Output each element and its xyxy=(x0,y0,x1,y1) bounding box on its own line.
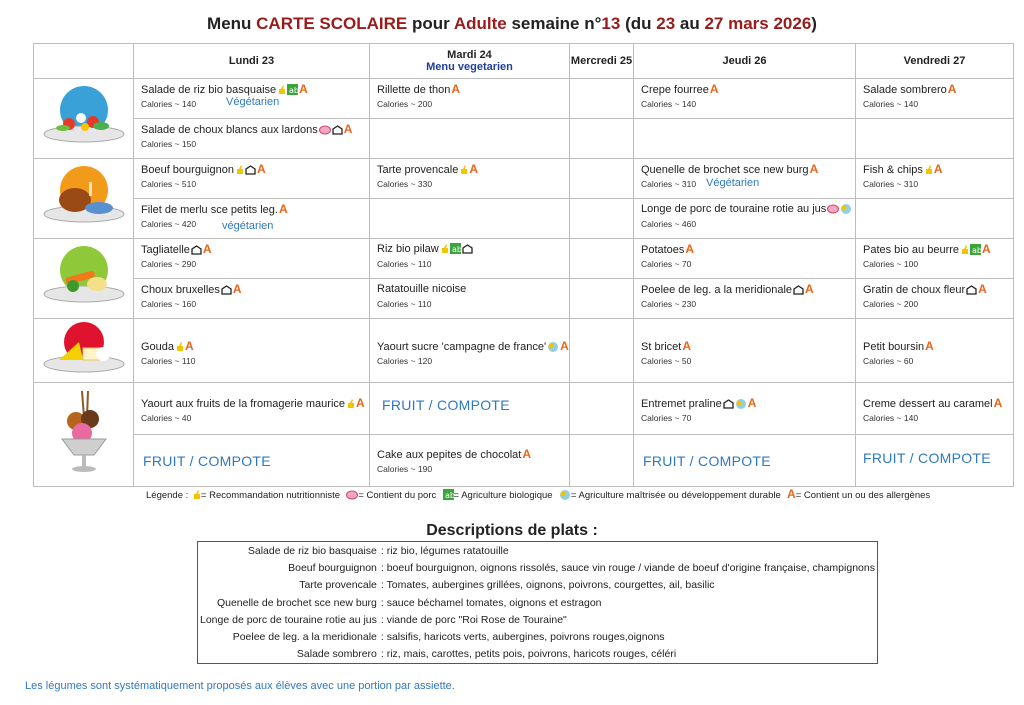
menu-cell: Tagliatelle A Calories ~ 290 xyxy=(134,239,370,279)
allergen-icon: A xyxy=(925,338,934,353)
page-title: Menu CARTE SCOLAIRE pour Adulte semaine n°13 (du 23 au 27 mars 2026) xyxy=(207,14,817,33)
nutritionist-icon xyxy=(346,398,355,413)
allergen-icon: A xyxy=(787,487,796,501)
empty-cell xyxy=(370,119,570,159)
organic-farming-icon xyxy=(443,489,454,503)
menu-cell xyxy=(370,383,570,435)
organic-farming-icon xyxy=(970,244,981,259)
empty-cell xyxy=(570,199,634,239)
vegetables-plate-illustration xyxy=(34,239,134,319)
table-row: Longe de porc de touraine rotie au jus : viande de porc "Roi Rose de Touraine" xyxy=(200,613,567,626)
day-header-friday: Vendredi 27 xyxy=(856,44,1014,79)
allergen-icon: A xyxy=(522,447,531,461)
dish-name: Tagliatelle xyxy=(141,244,190,256)
empty-cell xyxy=(570,119,634,159)
menu-cell: Riz bio pilaw ab Calories ~ 110 xyxy=(370,239,570,279)
dish-name: Crepe fourree xyxy=(641,84,709,96)
dish-name: Creme dessert au caramel xyxy=(863,398,993,410)
dish-name: Pates bio au beurre xyxy=(863,244,960,256)
dish-name: Fish & chips xyxy=(863,164,923,176)
empty-cell xyxy=(634,119,856,159)
allergen-icon: A xyxy=(299,82,308,96)
day-header-wednesday: Mercredi 25 xyxy=(570,44,634,79)
vegetarian-label: Végétarien xyxy=(706,177,760,189)
empty-cell xyxy=(570,239,634,279)
allergen-icon: A xyxy=(747,396,757,410)
vegetarian-label: Végétarien xyxy=(226,96,280,108)
svg-text:ab: ab xyxy=(289,86,299,95)
dessert-cup-illustration xyxy=(34,383,134,487)
durable-farming-icon xyxy=(221,285,232,299)
menu-cell xyxy=(634,435,856,487)
menu-cell: Ratatouille nicoise Calories ~ 110 xyxy=(370,279,570,319)
menu-cell: St bricetA Calories ~ 50 xyxy=(634,319,856,383)
fruit-compote-label: FRUIT / COMPOTE xyxy=(382,397,510,413)
menu-cell: Gratin de choux fleur A Calories ~ 200 xyxy=(856,279,1014,319)
vegetarian-menu-subtitle: Menu vegetarien xyxy=(426,61,513,73)
empty-cell xyxy=(570,159,634,199)
menu-cell: Salade de riz bio basquaise ab A Calories ~ 140 Végétarien xyxy=(134,79,370,119)
menu-cell xyxy=(134,435,370,487)
menu-cell: Tarte provencale A Calories ~ 330 xyxy=(370,159,570,199)
allergen-icon: A xyxy=(805,282,814,296)
organic-farming-icon xyxy=(450,243,461,258)
durable-farming-icon xyxy=(332,125,343,139)
menu-cell: Crepe fourreeA Calories ~ 140 xyxy=(634,79,856,119)
allergen-icon: A xyxy=(232,282,242,296)
allergen-icon: A xyxy=(682,338,692,353)
menu-cell: Gouda A Calories ~ 110 xyxy=(134,319,370,383)
durable-farming-icon xyxy=(735,398,747,413)
nutritionist-icon xyxy=(960,244,969,259)
menu-cell: Entremet praline A Calories ~ 70 xyxy=(634,383,856,435)
dish-name: Poelee de leg. a la meridionale xyxy=(641,284,793,296)
footer-note: Les légumes sont systématiquement proposés aux élèves avec une portion par assiette. xyxy=(25,680,455,692)
allergen-icon: A xyxy=(809,162,819,176)
menu-cell xyxy=(856,435,1014,487)
svg-text:ab: ab xyxy=(972,246,982,255)
weekly-menu-table xyxy=(33,43,1014,487)
menu-cell: Choux bruxelles A Calories ~ 160 xyxy=(134,279,370,319)
table-row: Poelee de leg. a la meridionale : salsifis, haricots verts, aubergines, poivrons rouges,oignons xyxy=(232,631,665,644)
empty-cell xyxy=(570,435,634,487)
menu-cell: Rillette de thonA Calories ~ 200 xyxy=(370,79,570,119)
durable-farming-icon xyxy=(462,244,473,258)
empty-cell xyxy=(856,119,1014,159)
menu-cell: Salade de choux blancs aux lardons A Calories ~ 150 xyxy=(134,119,370,159)
allergen-icon: A xyxy=(709,82,719,96)
allergen-icon: A xyxy=(185,338,194,353)
dish-name: Yaourt sucre 'campagne de france' xyxy=(377,340,547,353)
dish-name: Rillette de thon xyxy=(377,84,451,96)
allergen-icon: A xyxy=(356,396,365,410)
menu-cell: Yaourt aux fruits de la fromagerie maurice A Calories ~ 40 xyxy=(134,383,370,435)
menu-cell: Pates bio au beurre ab A Calories ~ 100 xyxy=(856,239,1014,279)
menu-cell: Cake aux pepites de chocolatA Calories ~ 190 xyxy=(370,435,570,487)
svg-text:ab: ab xyxy=(451,245,461,254)
durable-farming-icon xyxy=(245,165,256,179)
table-row: Salade sombrero : riz, mais, carottes, petits pois, poivrons, haricots rouges, céléri xyxy=(296,648,677,661)
dish-name: Yaourt aux fruits de la fromagerie maurice xyxy=(141,398,345,410)
nutritionist-icon xyxy=(175,341,184,356)
durable-farming-icon xyxy=(547,341,559,356)
pork-icon xyxy=(827,204,839,218)
durable-farming-icon xyxy=(559,489,571,503)
menu-cell: PotatoesA Calories ~ 70 xyxy=(634,239,856,279)
allergen-icon: A xyxy=(933,162,943,176)
day-header-tuesday: Mardi 24 Menu vegetarien xyxy=(370,44,570,79)
legend: Légende : = Recommandation nutritionniste = Contient du porc ab = Agriculture biologique = Agriculture maîtrisée ou développement durable A= Contient un ou des allergènes xyxy=(146,487,931,501)
day-header-thursday: Jeudi 26 xyxy=(634,44,856,79)
allergen-icon: A xyxy=(560,338,569,353)
dish-name: Quenelle de brochet sce new burg xyxy=(641,164,809,176)
dish-name: Choux bruxelles xyxy=(141,284,220,296)
menu-cell: Yaourt sucre 'campagne de france' A Calories ~ 120 xyxy=(370,319,570,383)
organic-farming-icon xyxy=(287,84,298,99)
menu-cell: Longe de porc de touraine rotie au jus Calories ~ 460 xyxy=(634,199,856,239)
menu-cell: Filet de merlu sce petits leg.A Calories ~ 420 végétarien xyxy=(134,199,370,239)
dish-name: Boeuf bourguignon xyxy=(141,164,234,176)
vegetarian-label: végétarien xyxy=(222,220,274,232)
pork-icon xyxy=(346,490,358,503)
dish-name: Gouda xyxy=(141,340,175,353)
durable-farming-icon xyxy=(723,399,734,413)
dish-name: Filet de merlu sce petits leg. xyxy=(141,204,278,216)
nutritionist-icon xyxy=(235,164,244,179)
nutritionist-icon xyxy=(440,243,449,258)
dish-name: Cake aux pepites de chocolat xyxy=(377,449,522,461)
allergen-icon: A xyxy=(202,242,212,256)
allergen-icon: A xyxy=(993,396,1003,410)
durable-farming-icon xyxy=(966,285,977,299)
dish-name: Petit boursin xyxy=(863,340,925,353)
dish-name: Salade sombrero xyxy=(863,84,947,96)
salad-plate-illustration xyxy=(34,79,134,159)
dish-name: Tarte provencale xyxy=(377,164,459,176)
dish-name: Ratatouille nicoise xyxy=(377,283,467,295)
durable-farming-icon xyxy=(793,285,804,299)
menu-cell: Poelee de leg. a la meridionale A Calories ~ 230 xyxy=(634,279,856,319)
dish-name: Salade de choux blancs aux lardons xyxy=(141,124,318,136)
allergen-icon: A xyxy=(978,282,987,296)
day-header-monday: Lundi 23 xyxy=(134,44,370,79)
table-row: Quenelle de brochet sce new burg : sauce béchamel tomates, oignons et estragon xyxy=(216,596,602,609)
durable-farming-icon xyxy=(840,203,852,218)
fruit-compote-label: FRUIT / COMPOTE xyxy=(643,453,771,469)
dish-name: Entremet praline xyxy=(641,398,722,410)
allergen-icon: A xyxy=(947,82,957,96)
dish-name: Longe de porc de touraine rotie au jus xyxy=(641,203,827,215)
table-row: Tarte provencale : Tomates, aubergines grillées, oignons, poivrons, courgettes, ail, basilic xyxy=(299,579,715,592)
fruit-compote-label: FRUIT / COMPOTE xyxy=(143,453,271,469)
allergen-icon: A xyxy=(469,162,478,176)
allergen-icon: A xyxy=(256,162,266,176)
main-course-plate-illustration xyxy=(34,159,134,239)
menu-cell: Creme dessert au caramelA Calories ~ 140 xyxy=(856,383,1014,435)
pork-icon xyxy=(319,125,331,139)
dish-name: Riz bio pilaw xyxy=(377,243,439,255)
menu-cell: Salade sombreroA Calories ~ 140 xyxy=(856,79,1014,119)
nutritionist-icon xyxy=(192,489,201,503)
svg-text:ab: ab xyxy=(444,491,454,500)
empty-cell xyxy=(570,79,634,119)
image-column-header xyxy=(34,44,134,79)
dish-name: Potatoes xyxy=(641,244,685,256)
nutritionist-icon xyxy=(924,164,933,179)
allergen-icon: A xyxy=(343,122,353,136)
menu-cell: Boeuf bourguignon A Calories ~ 510 xyxy=(134,159,370,199)
descriptions-table xyxy=(197,541,878,664)
empty-cell xyxy=(856,199,1014,239)
allergen-icon: A xyxy=(451,82,461,96)
cheese-plate-illustration xyxy=(34,319,134,383)
menu-cell: Petit boursinA Calories ~ 60 xyxy=(856,319,1014,383)
empty-cell xyxy=(570,383,634,435)
allergen-icon: A xyxy=(278,202,288,216)
nutritionist-icon xyxy=(459,164,468,179)
fruit-compote-label: FRUIT / COMPOTE xyxy=(863,450,991,466)
empty-cell xyxy=(570,319,634,383)
dish-name: St bricet xyxy=(641,340,682,353)
table-row: Boeuf bourguignon : boeuf bourguignon, oignons rissolés, sauce vin rouge / viande de boeuf d'origine française, champignons xyxy=(288,561,875,574)
dish-name: Gratin de choux fleur xyxy=(863,284,966,296)
table-row: Salade de riz bio basquaise : riz bio, légumes ratatouille xyxy=(247,544,509,557)
menu-cell: Fish & chips A Calories ~ 310 xyxy=(856,159,1014,199)
durable-farming-icon xyxy=(191,245,202,259)
dish-name: Salade de riz bio basquaise xyxy=(141,84,277,96)
empty-cell xyxy=(570,279,634,319)
descriptions-title: Descriptions de plats : xyxy=(426,522,598,539)
empty-cell xyxy=(370,199,570,239)
menu-cell: Quenelle de brochet sce new burgA Calories ~ 310 Végétarien xyxy=(634,159,856,199)
allergen-icon: A xyxy=(685,242,695,256)
allergen-icon: A xyxy=(982,242,991,256)
